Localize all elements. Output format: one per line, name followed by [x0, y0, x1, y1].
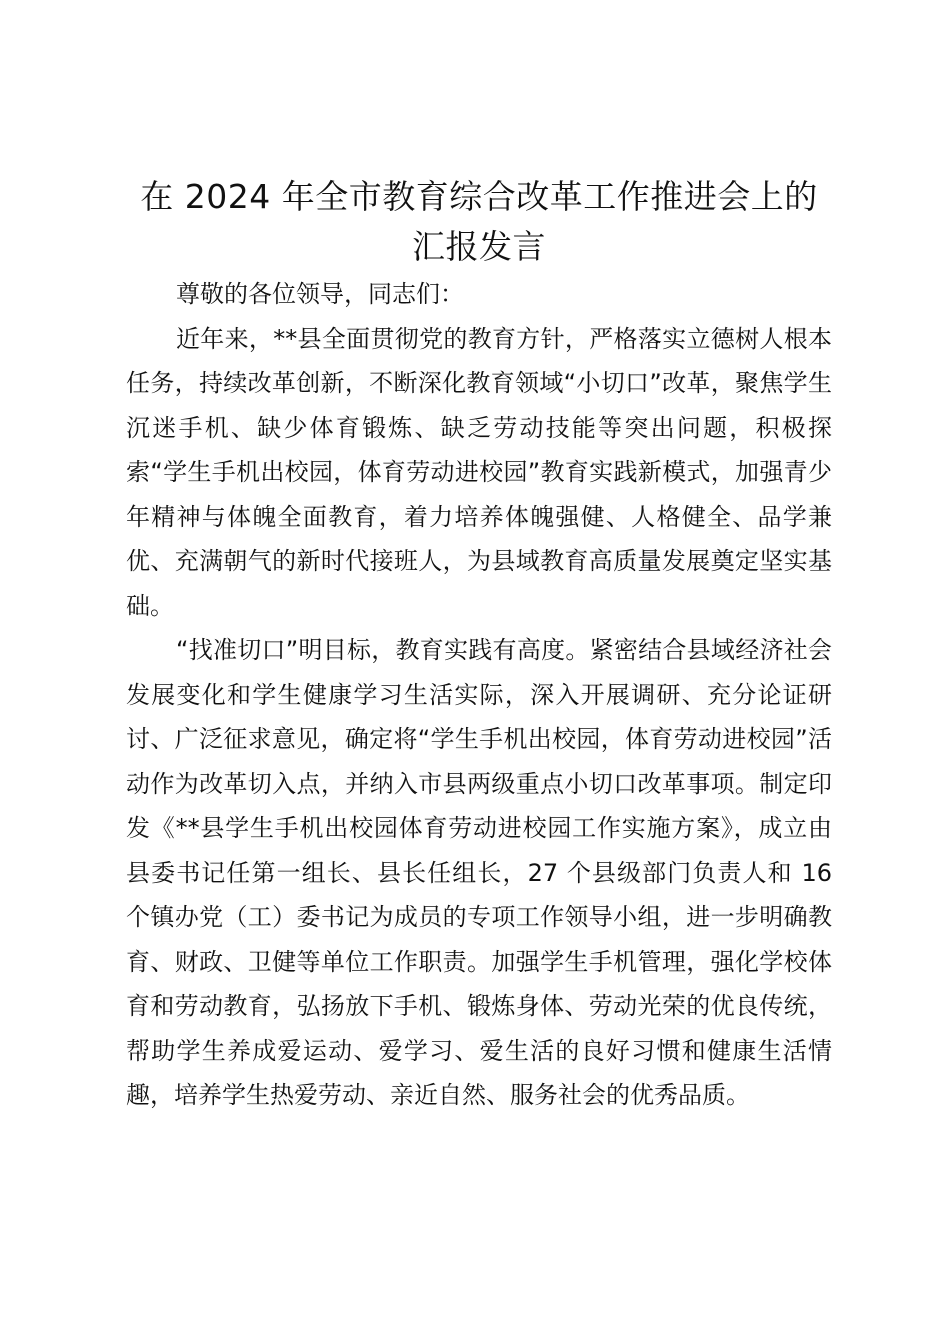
salutation: 尊敬的各位领导，同志们：: [176, 280, 464, 308]
paragraph-goals: “找准切口”明目标，教育实践有高度。紧密结合县域经济社会发展变化和学生健康学习生活实际，深入开展调研、充分论证研讨、广泛征求意见，确定将“学生手机出校园，体育劳动进校园”活动作为改革切入点，并纳入市县两级重点小切口改革事项。制定印发《**县学生手机出校园体育劳动进校园工作实施方案》，成立由县委书记任第一组长、县长任组长，27 个县级部门负责人和 16 个镇办党（工）委书记为成员的专项工作领导小组，进一步明确教育、财政、卫健等单位工作职责。加强学生手机管理，强化学校体育和劳动教育，弘扬放下手机、锻炼身体、劳动光荣的优良传统，帮助学生养成爱运动、爱学习、爱生活的良好习惯和健康生活情趣，培养学生热爱劳动、亲近自然、服务社会的优秀品质。: [126, 636, 832, 1109]
document-title: 在 2024 年全市教育综合改革工作推进会上的汇报发言: [140, 177, 818, 266]
document-body: [126, 172, 832, 1118]
paragraph-intro: 近年来，**县全面贯彻党的教育方针，严格落实立德树人根本任务，持续改革创新，不断深化教育领域“小切口”改革，聚焦学生沉迷手机、缺少体育锻炼、缺乏劳动技能等突出问题，积极探索“学生手机出校园，体育劳动进校园”教育实践新模式，加强青少年精神与体魄全面教育，着力培养体魄强健、人格健全、品学兼优、充满朝气的新时代接班人，为县域教育高质量发展奠定坚实基础。: [126, 324, 832, 620]
